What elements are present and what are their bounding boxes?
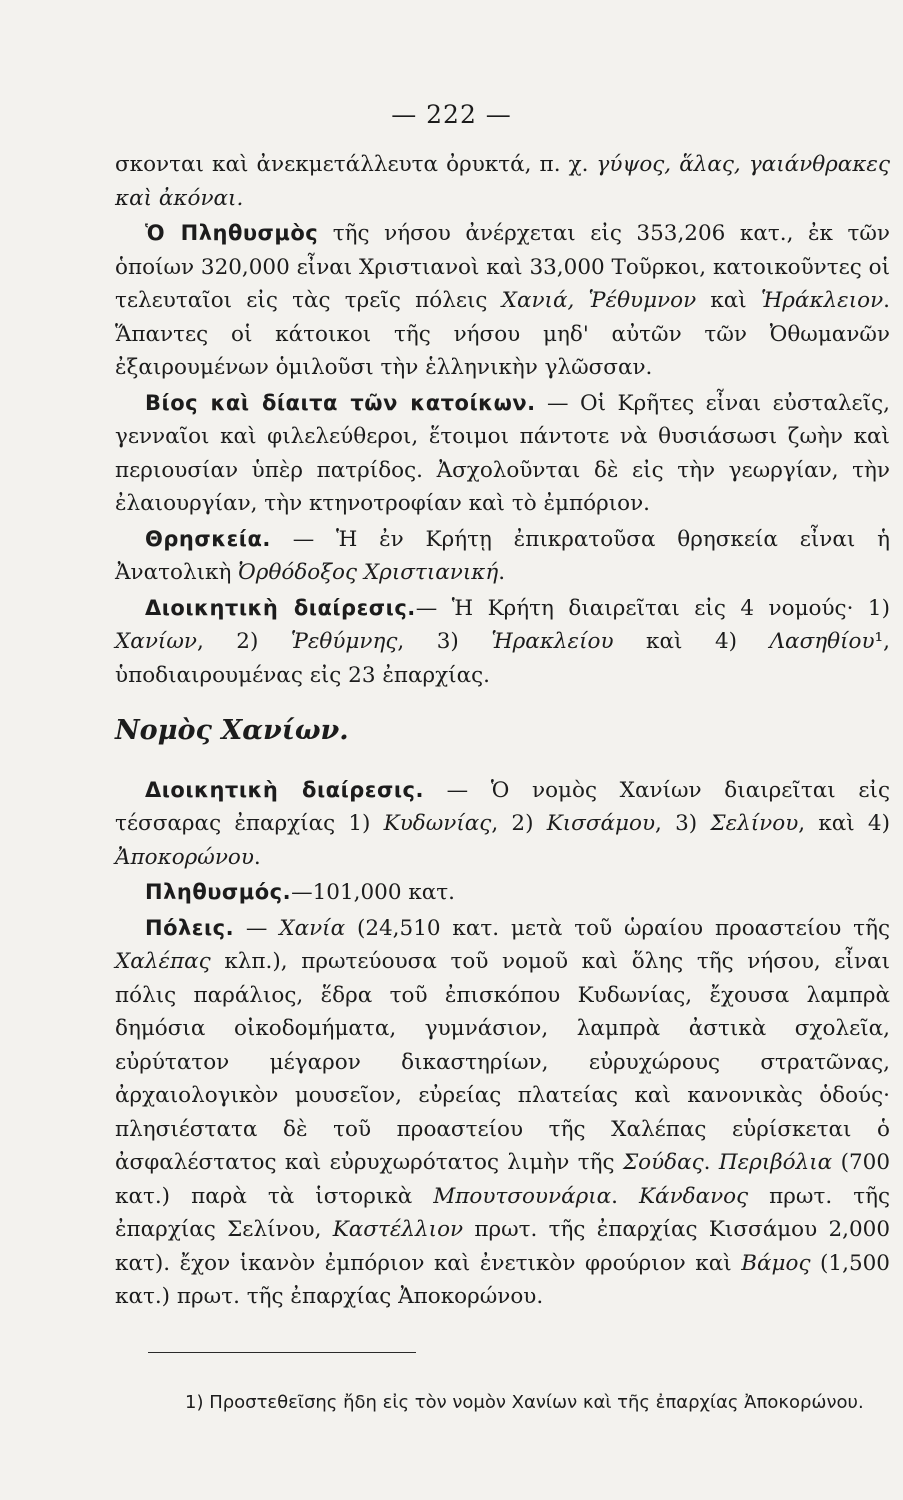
intro-paragraph bbox=[115, 148, 890, 215]
admin-n3: Ἡρακλείου bbox=[491, 629, 614, 654]
chania-admin-p2: Κισσάμου bbox=[546, 811, 656, 836]
city-chania: Χανία bbox=[279, 915, 346, 941]
admin-text-a: — Ἡ Κρήτη διαιρεῖται εἰς 4 νομούς· 1) bbox=[415, 595, 890, 621]
chania-admin-p1: Κυδωνίας bbox=[383, 811, 492, 836]
admin-n4: Λασηθίου bbox=[769, 629, 875, 654]
life-heading: Βίος καὶ δίαιτα τῶν κατοίκων. bbox=[145, 390, 536, 415]
admin-n2: Ῥεθύμνης bbox=[290, 629, 398, 654]
cities-paragraph bbox=[115, 912, 890, 1314]
cities-text-5: (700 κατ.) παρὰ τὰ ἱστορικὰ bbox=[115, 1150, 891, 1209]
place-kandanos: Κάνδανος bbox=[639, 1183, 749, 1209]
cities-text-1: — bbox=[234, 915, 280, 941]
place-souda: Σούδας bbox=[622, 1150, 704, 1175]
cities-text-6: . bbox=[611, 1183, 639, 1209]
religion-text-b: . bbox=[498, 560, 506, 585]
population-and: καὶ bbox=[696, 288, 761, 313]
cities-text-2: (24,510 κατ. μετὰ τοῦ ὡραίου προαστείου τῆς bbox=[345, 915, 890, 941]
admin-n1: Χανίων bbox=[115, 629, 197, 654]
chania-admin-heading: Διοικητικὴ διαίρεσις. bbox=[145, 777, 424, 802]
life-paragraph bbox=[115, 387, 890, 521]
chania-population-heading: Πληθυσμός. bbox=[145, 880, 292, 904]
place-kastellion: Καστέλλιον bbox=[332, 1217, 464, 1242]
cities-text-3: κλπ.), πρωτεύουσα τοῦ νομοῦ καὶ ὅλης τῆς νήσου, εἶναι πόλις παράλιος, ἕδρα τοῦ ἐπισκόπου Κυδωνίας, ἔχουσα λαμπρὰ δημόσια οἰκοδομήματα, γυμνάσιον, λαμπρὰ ἀστικὰ σχολεῖα, εὐρύτατον μέγαρον δικαστηρίων, εὐρυχώρους στρατῶνας, ἀρχαιολογικὸν μουσεῖον, εὐρείας πλατείας καὶ κανονικὰς ὁδούς· πλησιέστατα δὲ τοῦ προαστείου τῆς Χαλέπας εὑρίσκεται ὁ ἀσφαλέστατος καὶ εὐρυχωρότατος λιμὴν τῆς bbox=[115, 949, 890, 1175]
cities-heading: Πόλεις. bbox=[145, 915, 235, 940]
cities-text-9: (1,500 κατ.) πρωτ. τῆς ἐπαρχίας Ἀποκορώνου. bbox=[115, 1250, 890, 1309]
intro-examples: γύψος, ἅλας, γαιάνθρακες καὶ ἀκόναι. bbox=[115, 152, 891, 211]
population-text-a: τῆς νήσου ἀνέρχεται εἰς 353,206 κατ., ἐκ τῶν ὁποίων 320,000 εἶναι Χριστιανοὶ καὶ 33,000 Τοῦρκοι, κατοικοῦντες οἱ τελευταῖοι εἰς τὰς τρεῖς πόλεις bbox=[115, 221, 891, 313]
chania-population-text: —101,000 κατ. bbox=[291, 880, 456, 905]
place-boutsounaria: Μπουτσουνάρια bbox=[433, 1183, 612, 1209]
population-cities: Χανιά, Ῥέθυμνον bbox=[501, 288, 697, 313]
admin-sep2: , 3) bbox=[397, 629, 492, 654]
chania-population-paragraph bbox=[115, 876, 890, 910]
place-perivolia: Περιβόλια bbox=[718, 1150, 833, 1175]
chania-admin-p4: Ἀποκορώνου bbox=[115, 844, 254, 870]
chania-admin-sep1: , 2) bbox=[491, 811, 547, 836]
chania-admin-text: — Ὁ νομὸς Χανίων διαιρεῖται εἰς τέσσαρας ἐπαρχίας 1) bbox=[115, 777, 890, 836]
chania-admin-p3: Σελίνου bbox=[710, 811, 799, 836]
place-vamos: Βάμος bbox=[741, 1250, 811, 1276]
page-number: — 222 — bbox=[391, 100, 512, 129]
chania-admin-end: . bbox=[253, 844, 261, 870]
footnote-marker: ¹ bbox=[874, 629, 884, 654]
admin-sep3: καὶ 4) bbox=[613, 629, 770, 654]
life-text: — Οἱ Κρῆτες εἶναι εὐσταλεῖς, γενναῖοι καὶ φιλελεύθεροι, ἕτοιμοι πάντοτε νὰ θυσιάσωσι ζωὴν καὶ περιουσίαν ὑπὲρ πατρίδος. Ἀσχολοῦνται δὲ εἰς τὴν γεωργίαν, τὴν ἐλαιουργίαν, τὴν κτηνοτροφίαν καὶ τὸ ἐμπόριον. bbox=[115, 390, 891, 516]
population-paragraph bbox=[115, 217, 890, 385]
admin-paragraph bbox=[115, 592, 890, 693]
population-text-b: . Ἅπαντες οἱ κάτοικοι τῆς νήσου μηδ' αὐτῶν τῶν Ὀθωμανῶν ἐξαιρουμένων ὁμιλοῦσι τὴν ἑλληνικὴν γλῶσσαν. bbox=[115, 288, 890, 380]
religion-heading: Θρησκεία. bbox=[145, 526, 271, 551]
chania-admin-paragraph bbox=[115, 774, 890, 875]
footnote: 1) Προστεθεῖσης ἤδη εἰς τὸν νομὸν Χανίων καὶ τῆς ἐπαρχίας Ἀποκορώνου. bbox=[185, 1392, 864, 1413]
religion-paragraph bbox=[115, 523, 890, 590]
population-heading: Ὁ Πληθυσμὸς bbox=[145, 221, 319, 245]
cities-text-4: . bbox=[703, 1150, 719, 1175]
body-text bbox=[115, 148, 890, 1314]
intro-text: σκονται καὶ ἀνεκμετάλλευτα ὀρυκτά, π. χ. bbox=[115, 152, 597, 177]
religion-text-a: — Ἡ ἐν Κρήτῃ ἐπικρατοῦσα θρησκεία εἶναι ἡ Ἀνατολικὴ bbox=[115, 526, 890, 585]
admin-heading: Διοικητικὴ διαίρεσις. bbox=[145, 595, 416, 620]
chania-admin-sep2: , 3) bbox=[655, 811, 711, 836]
religion-italic: Ὀρθόδοξος Χριστιανική bbox=[238, 560, 499, 585]
section-title: Νομὸς Χανίων. bbox=[115, 715, 349, 746]
cities-text-7: πρωτ. τῆς ἐπαρχίας Σελίνου, bbox=[115, 1183, 891, 1242]
cities-text-8: πρωτ. τῆς ἐπαρχίας Κισσάμου 2,000 κατ). ἔχον ἱκανὸν ἐμπόριον καὶ ἐνετικὸν φρούριον καὶ bbox=[115, 1217, 891, 1276]
place-chalepa: Χαλέπας bbox=[115, 949, 211, 974]
population-city3: Ἡράκλειον bbox=[760, 288, 884, 313]
admin-sep1: , 2) bbox=[196, 629, 291, 654]
admin-text-b: , ὑποδιαιρουμένας εἰς 23 ἐπαρχίας. bbox=[115, 629, 890, 688]
footnote-divider bbox=[148, 1352, 416, 1353]
chania-admin-sep3: , καὶ 4) bbox=[798, 811, 890, 836]
